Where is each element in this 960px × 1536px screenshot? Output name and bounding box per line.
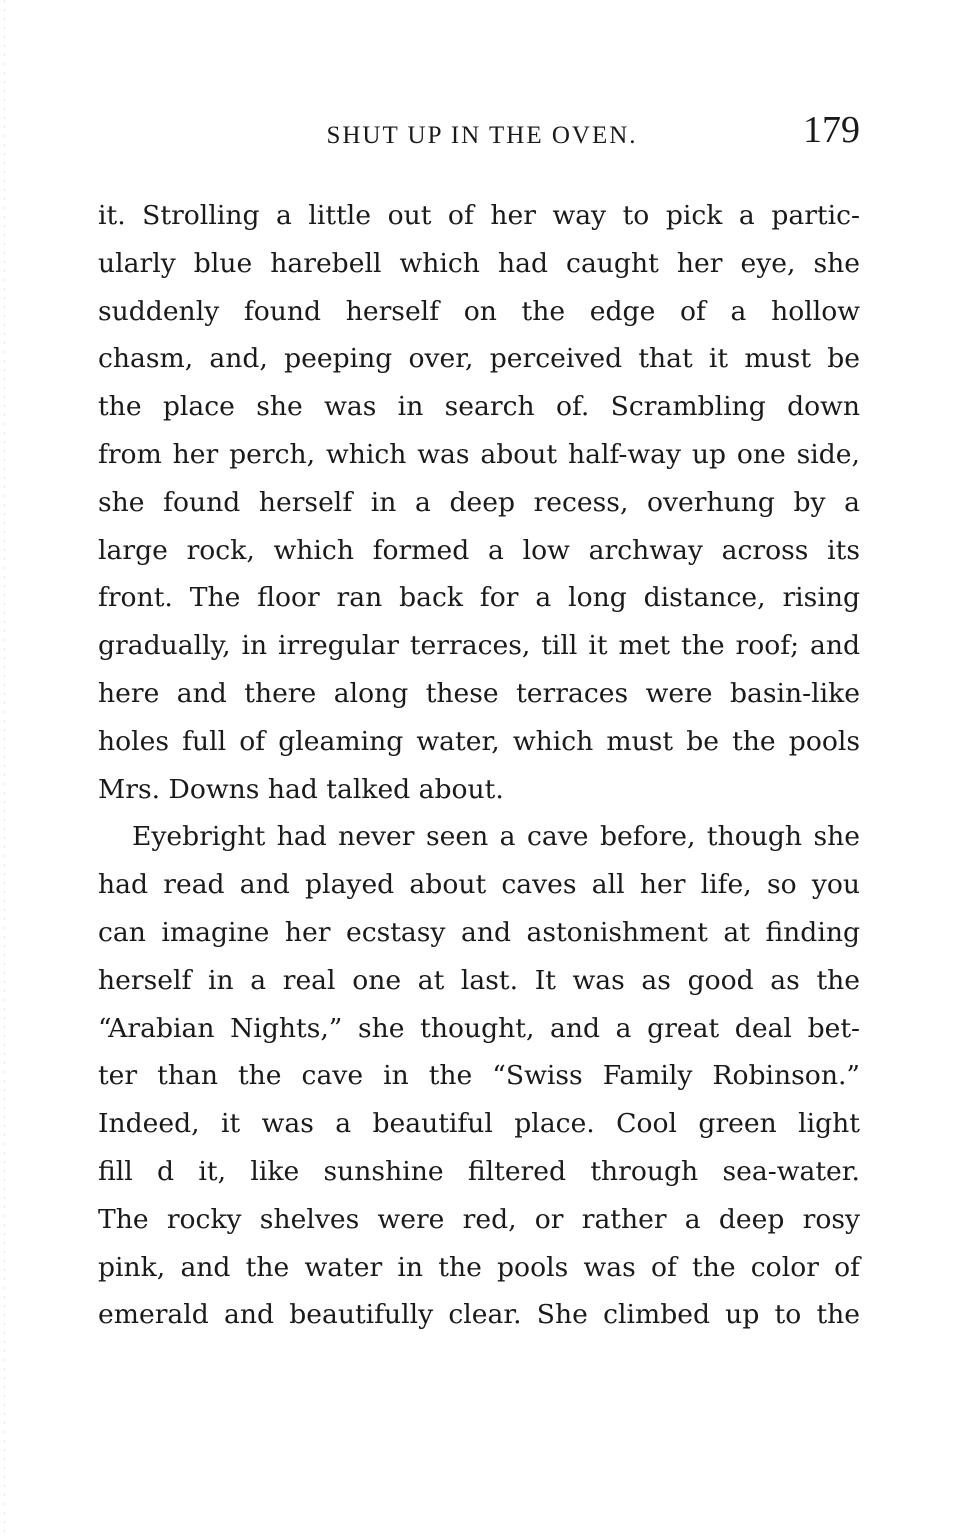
- scan-edge-mark: [4, 0, 5, 1536]
- text-line: had read and played about caves all her life, so you: [98, 869, 860, 901]
- text-line: large rock, which formed a low archway across its: [98, 534, 860, 566]
- page-number: 179: [803, 109, 860, 151]
- text-line: “Arabian Nights,” she thought, and a great deal bet-: [98, 1012, 860, 1044]
- text-line: it. Strolling a little out of her way to pick a partic-: [98, 200, 860, 231]
- text-line: ter than the cave in the “Swiss Family Robinson.”: [98, 1060, 860, 1092]
- text-line: pink, and the water in the pools was of the color of: [98, 1251, 860, 1283]
- text-line: emerald and beautifully clear. She climbed up to the: [98, 1299, 860, 1331]
- text-line: front. The floor ran back for a long distance, rising: [98, 582, 860, 614]
- text-line: Mrs. Downs had talked about.: [98, 773, 504, 805]
- text-line: from her perch, which was about half-way up one side,: [98, 438, 860, 470]
- text-line: here and there along these terraces were basin-like: [98, 677, 860, 709]
- running-title: SHUT UP IN THE OVEN.: [326, 122, 638, 149]
- text-line: fill d it, like sunshine filtered through sea-water.: [98, 1155, 860, 1187]
- text-line: the place she was in search of. Scrambling down: [98, 391, 860, 423]
- text-line: holes full of gleaming water, which must be the pools: [98, 725, 860, 757]
- text-line: Eyebright had never seen a cave before, though she: [132, 821, 860, 853]
- text-line: ularly blue harebell which had caught her eye, she: [98, 247, 860, 279]
- text-line: chasm, and, peeping over, perceived that it must be: [98, 343, 860, 375]
- text-line: she found herself in a deep recess, overhung by a: [98, 486, 860, 518]
- text-line: Indeed, it was a beautiful place. Cool green light: [98, 1108, 860, 1140]
- text-line: suddenly found herself on the edge of a hollow: [98, 295, 860, 327]
- body-text: [98, 192, 860, 1339]
- running-head: [98, 109, 860, 158]
- text-line: gradually, in irregular terraces, till it met the roof; and: [98, 630, 860, 662]
- text-line: herself in a real one at last. It was as good as the: [98, 964, 860, 996]
- text-line: The rocky shelves were red, or rather a deep rosy: [98, 1203, 860, 1235]
- text-line: can imagine her ecstasy and astonishment at finding: [98, 916, 860, 948]
